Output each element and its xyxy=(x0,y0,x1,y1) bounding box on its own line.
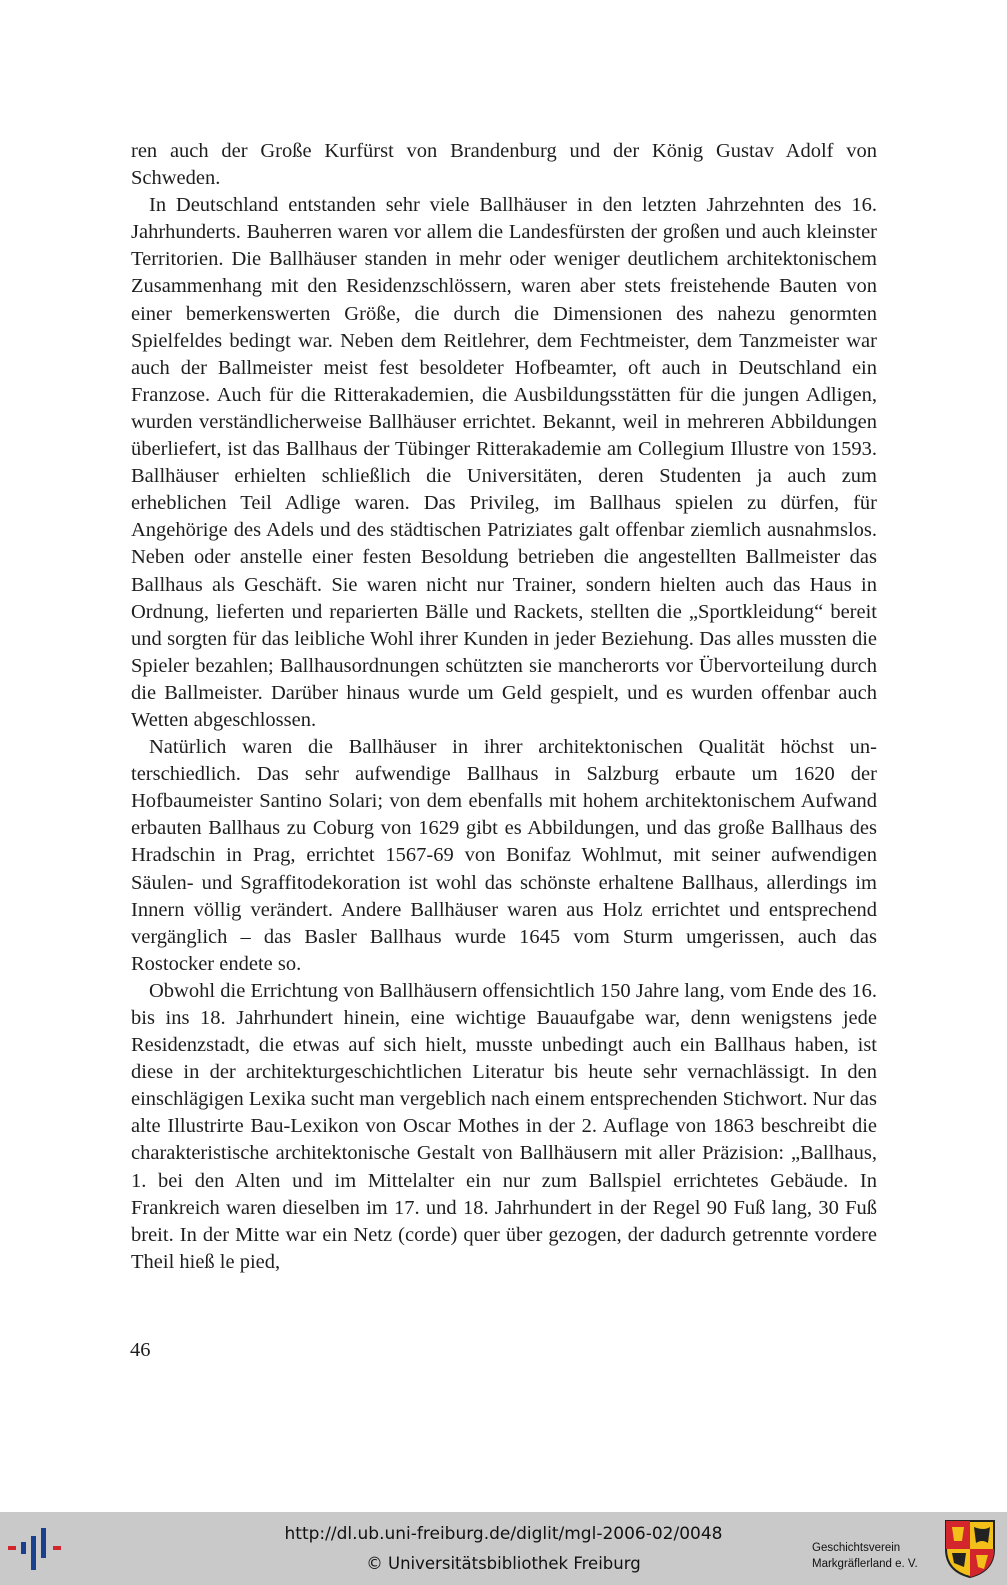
paragraph-2: In Deutschland entstanden sehr viele Ballhäuser in den letzten Jahrzehnten des 16. Jahrhunderts. Bauherren waren vor allem die Landesfürsten der großen und auch kleinster Territorien. Die Ballhäuser standen in mehr oder weniger deutlichem architektonischem Zusammenhang mit den Residenzschlössern, waren aber stets freistehende Bauten von einer bemerkenswerten Größe, die durch die Dimensionen des nahezu genormten Spielfeldes bedingt war. Neben dem Reitlehrer, dem Fechtmeister, dem Tanzmeister war auch der Ballmeister meist fest besoldeter Hofbeamter, oft auch in Deutschland ein Franzose. Auch für die Ritterakademien, die Ausbildungsstätten für die jungen Adligen, wurden verständlicherweise Ballhäuser errichtet. Bekannt, weil in mehreren Abbildungen überliefert, ist das Ballhaus der Tübinger Ritterakademie am Collegium Illustre von 1593. Ballhäuser erhielten schließlich die Universitäten, deren Studenten ja auch zum erheblichen Teil Adlige waren. Das Privileg, im Ballhaus spielen zu dürfen, für Angehörige des Adels und des städtischen Patriziates galt offenbar ziemlich ausnahmslos. Neben oder anstelle einer festen Besoldung betrieben die angestellten Ballmeister das Ballhaus als Geschäft. Sie waren nicht nur Trainer, sondern hielten auch das Haus in Ordnung, lieferten und reparierten Bälle und Rackets, stellten die „Sportkleidung“ bereit und sorgten für das leibliche Wohl ihrer Kunden in jeder Beziehung. Das alles mussten die Spieler bezahlen; Ballhausordnungen schützten sie mancherorts vor Übervorteilung durch die Ballmeister. Darüber hinaus wurde um Geld gespielt, und es wurden offenbar auch Wetten abgeschlossen. xyxy=(131,194,877,731)
society-name xyxy=(812,1540,918,1572)
footer-url-link[interactable]: http://dl.ub.uni-freiburg.de/diglit/mgl-2006-02/0048 xyxy=(284,1524,723,1544)
society-name-line-1: Geschichtsverein xyxy=(812,1542,901,1554)
society-name-line-2: Markgräflerland e. V. xyxy=(812,1558,918,1570)
page-number: 46 xyxy=(130,1339,151,1361)
footer-bar xyxy=(0,1512,1007,1585)
body-text xyxy=(131,138,877,1276)
footer-copyright: © Universitätsbibliothek Freiburg xyxy=(366,1554,641,1573)
paragraph-3: Natürlich waren die Ballhäuser in ihrer architektonischen Qualität höchst unterschiedlich. Das sehr aufwendige Ballhaus in Salzburg erbaute um 1620 der Hofbaumeister Santino Solari; von dem ebenfalls mit hohem architektonischem Aufwand erbauten Ballhaus zu Coburg von 1629 gibt es Abbildungen, und das große Ballhaus des Hradschin in Prag, errichtet 1567-69 von Bonifaz Wohlmut, mit seiner aufwendigen Säulen- und Sgraffitodekoration ist wohl das schönste erhaltene Ballhaus, allerdings im Innern völlig verändert. Andere Ballhäuser waren aus Holz errichtet und entsprechend vergänglich – das Basler Ballhaus wurde 1645 vom Sturm umgerissen, auch das Rostocker endete so. xyxy=(131,736,877,975)
paragraph-4: Obwohl die Errichtung von Ballhäusern offensichtlich 150 Jahre lang, vom Ende des 16. bis ins 18. Jahrhundert hinein, eine wichtige Bauaufgabe war, denn wenigstens jede Residenzstadt, die etwas auf sich hielt, musste unbedingt auch ein Ballhaus haben, ist diese in der architekturgeschichtlichen Literatur bis heute sehr vernachlässigt. In den einschlägigen Lexika sucht man vergeblich nach einem entsprechenden Stichwort. Nur das alte Illustrirte Bau-Lexikon von Oscar Mothes in der 2. Auflage von 1863 beschreibt die charakteristische architektonische Gestalt von Ballhäusern mit aller Präzision: „Ballhaus, 1. bei den Alten und im Mittelalter ein nur zum Ballspiel errichtetes Gebäude. In Frankreich waren dieselben im 17. und 18. Jahrhundert in der Regel 90 Fuß lang, 30 Fuß breit. In der Mitte war ein Netz (corde) quer über gezogen, der dadurch getrennte vordere Theil hieß le pied, xyxy=(131,979,877,1273)
society-crest-icon xyxy=(944,1519,996,1579)
paragraph-1: ren auch der Große Kurfürst von Brandenburg und der König Gustav Adolf von Schweden. xyxy=(131,140,877,190)
